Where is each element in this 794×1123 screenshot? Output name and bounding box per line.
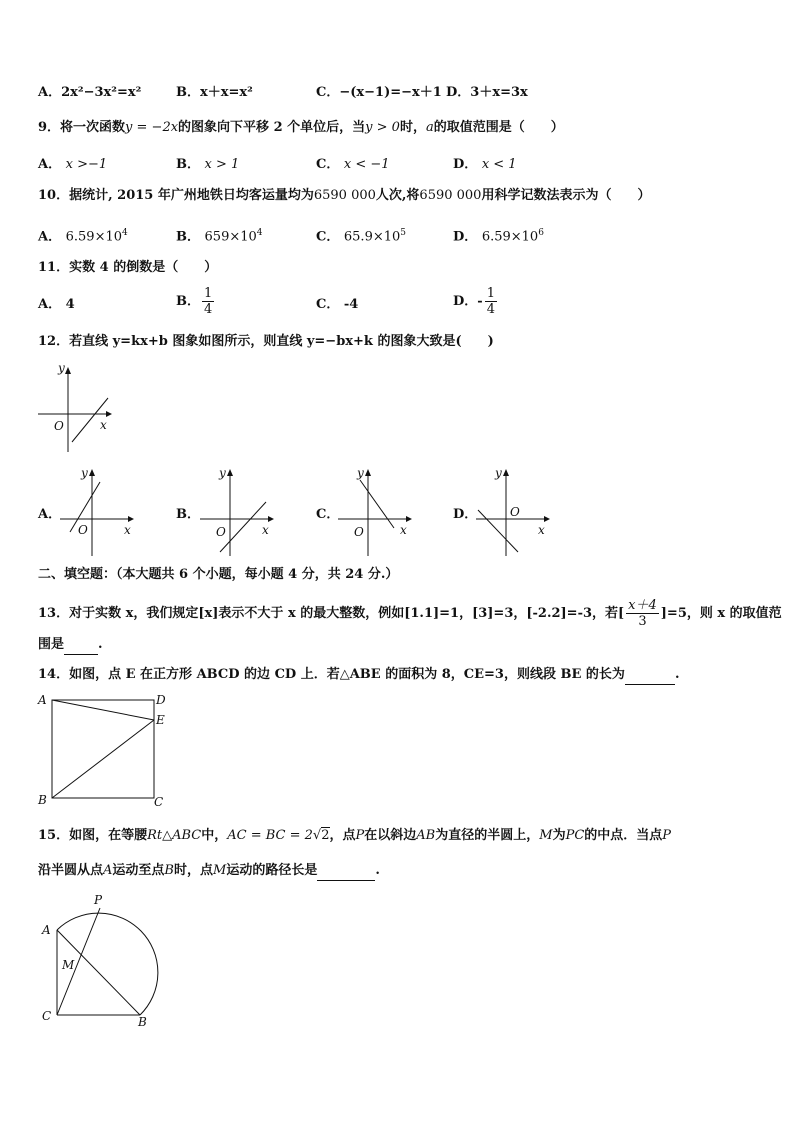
svg-text:O: O	[216, 525, 226, 539]
svg-text:O: O	[54, 419, 64, 433]
q12-option-d-label: D．	[453, 507, 478, 522]
svg-text:B: B	[38, 793, 47, 807]
q10-stem: 10．据统计, 2015 年广州地铁日均客运量均为6590 000人次,将6590 000用科学记数法表示为（ ）	[38, 188, 651, 203]
q11-d-fraction: $\frac{1}{4}$	[486, 286, 495, 317]
q12-option-b-graph	[198, 466, 278, 556]
svg-text:x: x	[124, 523, 131, 537]
svg-text:C: C	[42, 1009, 52, 1023]
q14-stem: 14．如图，点 E 在正方形 ABCD 的边 CD 上．若△ABE 的面积为 8，CE=3，则线段 BE 的长为 .	[38, 666, 679, 685]
q12-option-a-graph	[58, 466, 138, 556]
q14-square-figure	[34, 692, 174, 812]
q9-stem: 9．将一次函数y = −2x的图象向下平移 2 个单位后，当y > 0时，a的取值范围是（ ）	[38, 120, 564, 135]
q12-option-d-graph	[474, 466, 554, 556]
svg-text:M: M	[62, 958, 75, 972]
svg-text:O: O	[510, 505, 520, 519]
q12-option-b-label: B．	[176, 507, 200, 522]
q13-answer-blank[interactable]	[64, 636, 98, 655]
svg-text:P: P	[94, 893, 103, 907]
q13-stem: 13．对于实数 x，我们规定[x]表示不大于 x 的最大整数，例如[1.1]=1，[3]=3，[-2.2]=-3，若[ $\frac{x+4}{3}$ ]=5，则 x 的取值范	[38, 598, 782, 629]
q12-reference-graph	[36, 362, 116, 452]
q10-option-d: D． $6.59\times 10^6$	[453, 228, 544, 245]
q15-line2: 沿半圆从点A运动至点B时，点M运动的路径长是 .	[38, 862, 380, 881]
q10-option-b: B． $659\times 10^4$	[176, 228, 263, 245]
svg-text:y: y	[495, 466, 502, 480]
q12-stem: 12．若直线 y=kx+b 图象如图所示，则直线 y=−bx+k 的图象大致是( )	[38, 334, 494, 349]
q11-option-b: B． $\frac{1}{4}$	[176, 286, 213, 317]
q11-option-d: D．- $\frac{1}{4}$	[453, 286, 495, 317]
q13-fraction: $\frac{x+4}{3}$	[628, 598, 657, 629]
svg-text:A: A	[38, 693, 47, 707]
q11-option-a: A． 4	[38, 297, 75, 312]
svg-text:y: y	[219, 466, 226, 480]
q15-semicircle-figure	[34, 890, 184, 1030]
section-2-title: 二、填空题：（本大题共 6 个小题，每小题 4 分，共 24 分.）	[38, 567, 399, 582]
q9-option-b: B． x > 1	[176, 157, 240, 172]
svg-text:C: C	[154, 795, 164, 809]
q9-option-a: A． x >−1	[38, 157, 108, 172]
q15-answer-blank[interactable]	[317, 862, 375, 881]
svg-text:O: O	[78, 523, 88, 537]
q10-option-c: C． $65.9\times 10^5$	[316, 228, 407, 245]
svg-text:A: A	[42, 923, 51, 937]
svg-text:x: x	[400, 523, 407, 537]
q8-option-b: B．x＋x=x²	[176, 85, 253, 100]
q12-option-a-label: A．	[38, 507, 62, 522]
svg-text:E: E	[156, 713, 165, 727]
q13-line2: 围是 .	[38, 636, 103, 655]
svg-text:x: x	[100, 418, 107, 432]
svg-text:B: B	[138, 1015, 147, 1029]
q15-stem: 15．如图，在等腰Rt△ABC中，AC = BC = 2√2，点P在以斜边AB为直径的半圆上，M为PC的中点．当点P	[38, 828, 672, 843]
svg-text:D: D	[156, 693, 166, 707]
q9-option-c: C． x < −1	[316, 157, 390, 172]
q8-option-d: D．3＋x=3x	[446, 85, 528, 100]
q8-option-a: A．2x²−3x²=x²	[38, 85, 142, 100]
svg-text:y: y	[357, 466, 364, 480]
q11-option-c: C． -4	[316, 297, 359, 312]
q12-option-c-graph	[336, 466, 416, 556]
svg-text:x: x	[538, 523, 545, 537]
q14-answer-blank[interactable]	[625, 666, 675, 685]
svg-text:O: O	[354, 525, 364, 539]
q10-option-a: A． $6.59\times 10^4$	[38, 228, 128, 245]
q12-option-c-label: C．	[316, 507, 340, 522]
svg-text:y: y	[81, 466, 88, 480]
q8-option-c: C．−(x−1)=−x＋1	[316, 85, 442, 100]
q9-option-d: D． x < 1	[453, 157, 517, 172]
q11-b-fraction: $\frac{1}{4}$	[204, 286, 213, 317]
svg-text:y: y	[58, 361, 65, 375]
svg-text:x: x	[262, 523, 269, 537]
q11-stem: 11．实数 4 的倒数是（ ）	[38, 260, 218, 275]
